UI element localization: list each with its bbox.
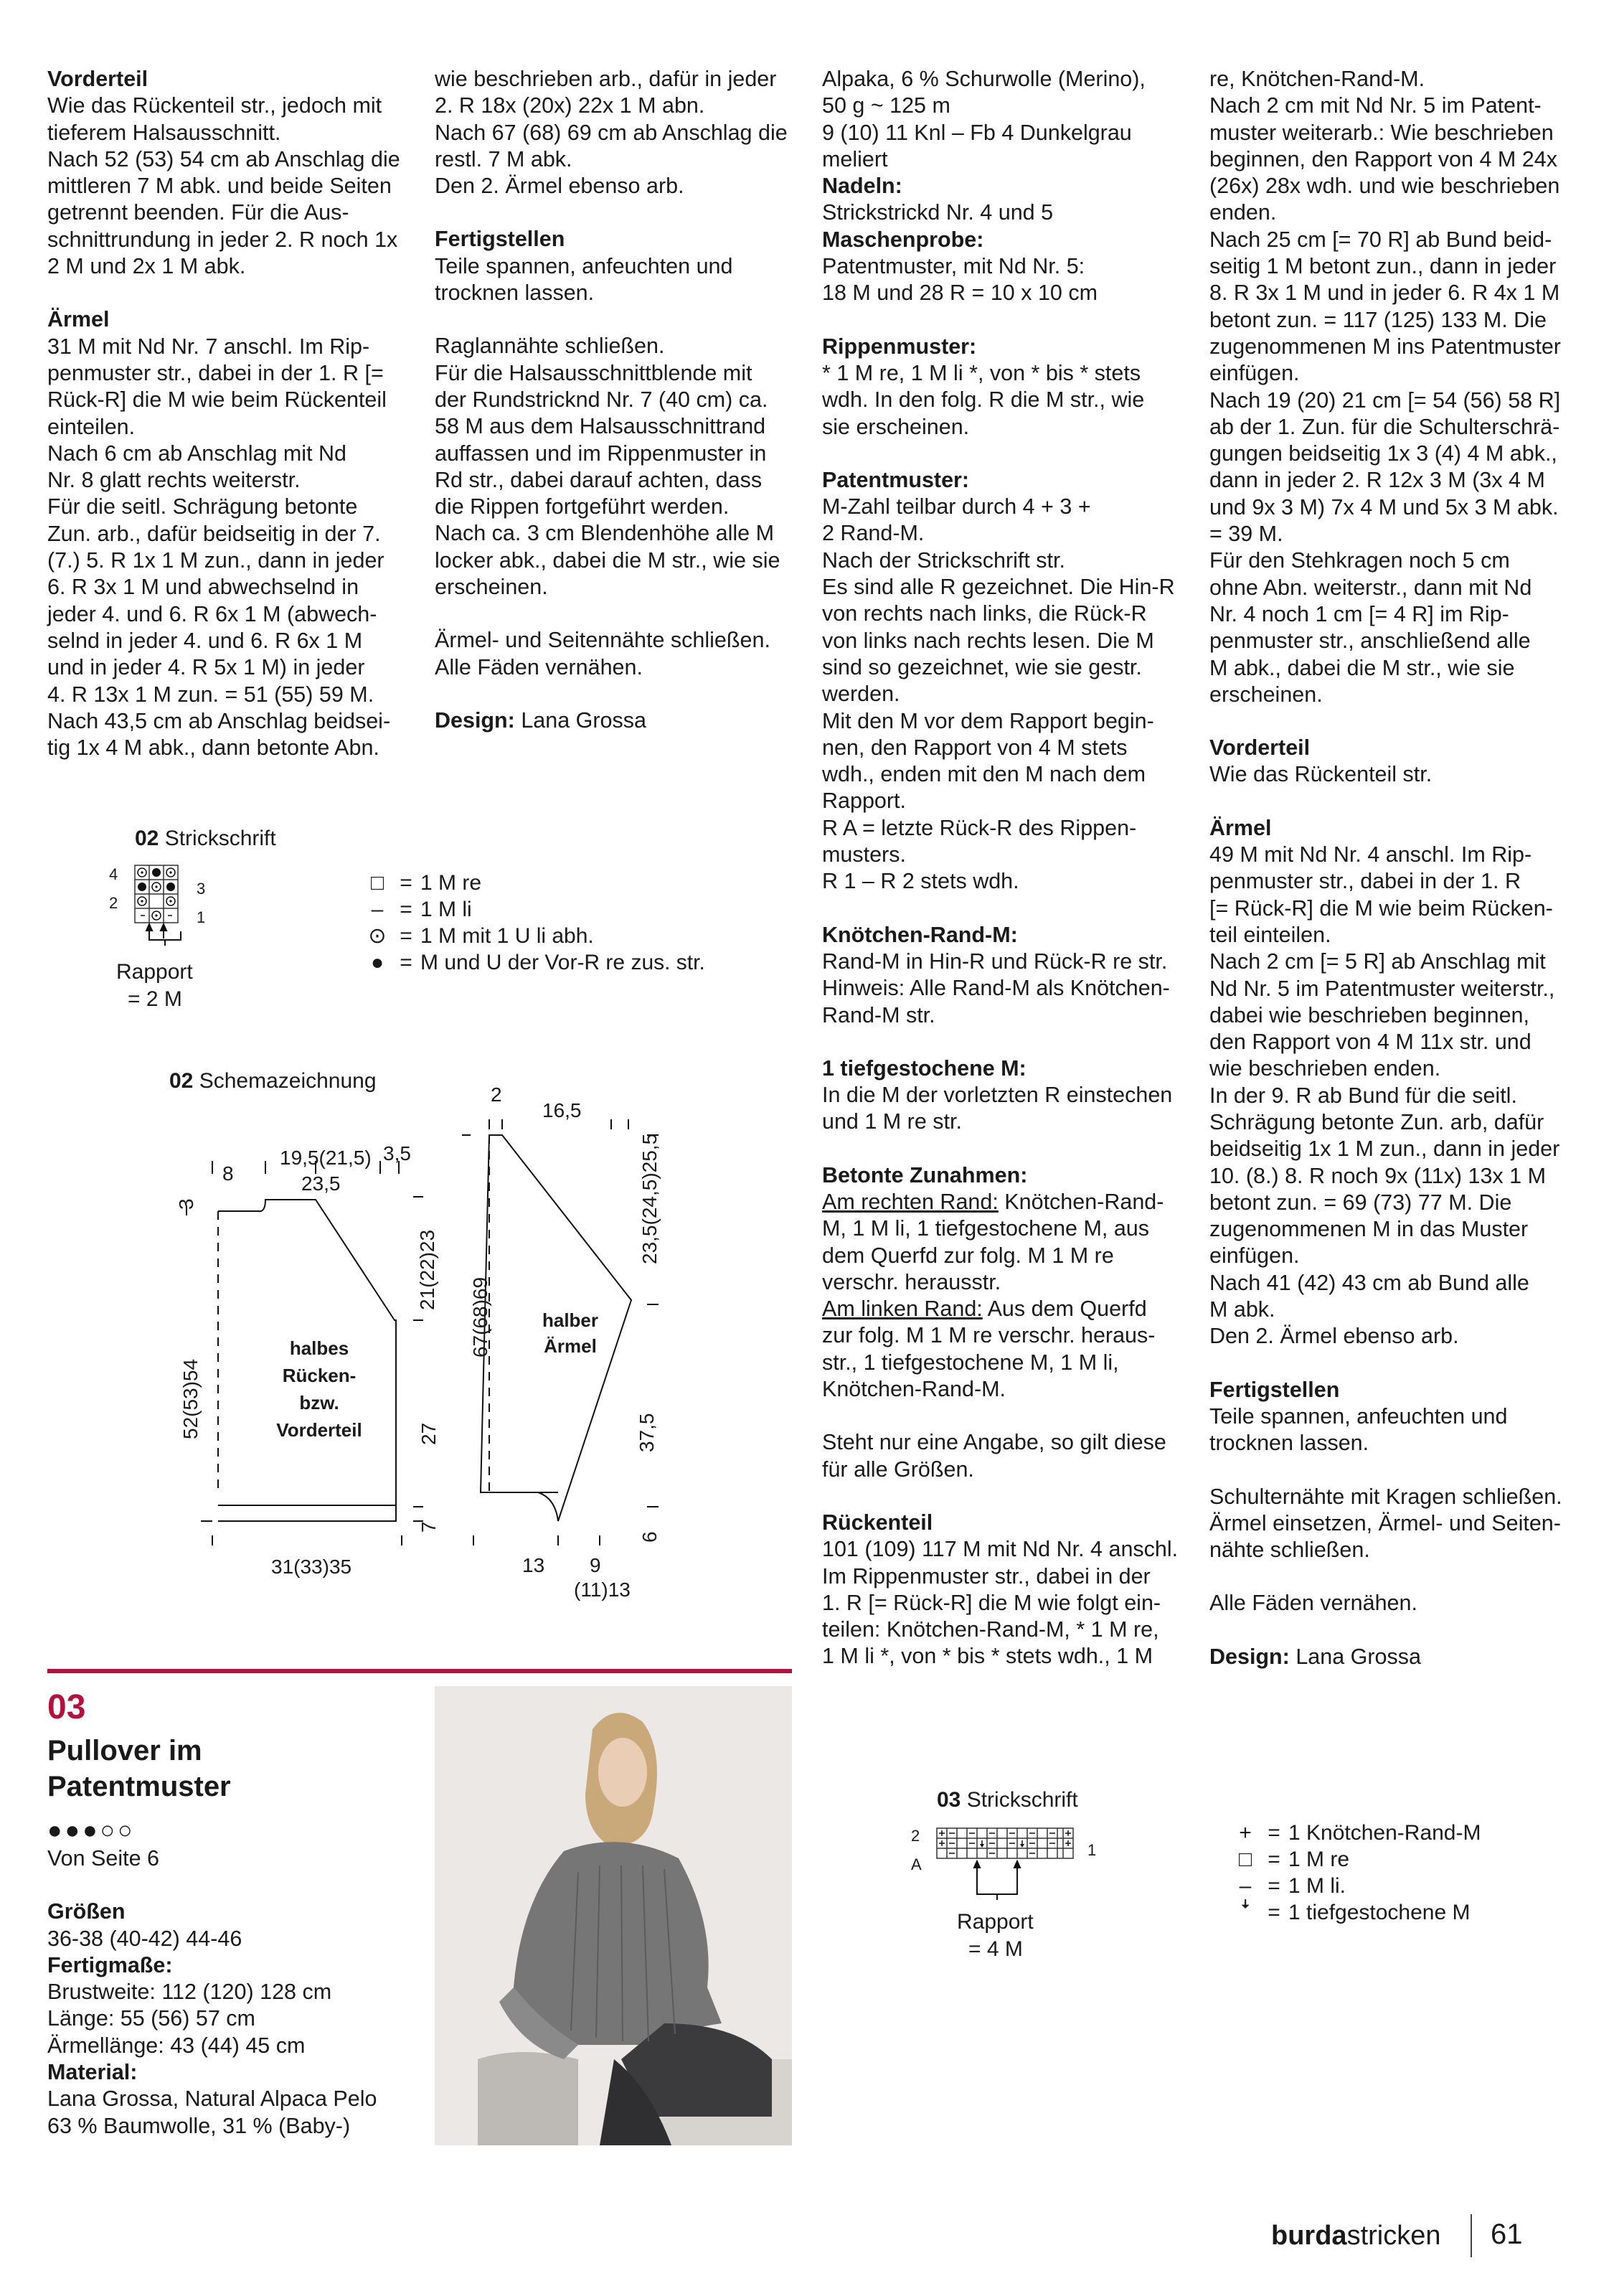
text-line: 10. (8.) 8. R noch 9x (11x) 13x 1 M — [1209, 1163, 1546, 1188]
heading-tiefgestochen: 1 tiefgestochene M: — [822, 1055, 1027, 1081]
text-line: * 1 M re, 1 M li *, von * bis * stets — [822, 360, 1141, 385]
text-line: auffassen und im Rippenmuster in — [435, 441, 767, 466]
text-line: R 1 – R 2 stets wdh. — [822, 869, 1019, 894]
text-line: jeder 4. und 6. R 6x 1 M (abwech- — [47, 601, 377, 626]
text-line: penmuster str., anschließend alle — [1209, 629, 1531, 654]
heading-rippenmuster: Rippenmuster: — [822, 334, 977, 359]
text-line: erscheinen. — [435, 575, 548, 600]
legend-item — [1231, 1820, 1481, 1846]
heading-betonte-zunahmen: Betonte Zunahmen: — [822, 1162, 1028, 1187]
schema02-measure-13: 13 — [522, 1554, 545, 1576]
chart03-row-1: 1 — [1087, 1841, 1097, 1859]
design-value: Lana Grossa — [1289, 1644, 1421, 1669]
rapport-bracket-icon — [143, 930, 187, 959]
chart03-number: 03 — [937, 1788, 961, 1812]
text-line: Im Rippenmuster str., dabei in der — [822, 1563, 1151, 1589]
text-line: Schrägung betonte Zun. arb, dafür — [1209, 1109, 1544, 1134]
text-line: re, Knötchen-Rand-M. — [1209, 67, 1425, 91]
text-line: zugenommenen M ins Patentmuster — [1209, 334, 1561, 359]
text-line: Für die seitl. Schrägung betonte — [47, 494, 358, 519]
text-line: Rapport. — [822, 789, 906, 814]
legend-symbol: + — [1239, 1821, 1252, 1845]
text-column-1 — [47, 66, 413, 788]
heading-material: Material: — [47, 2060, 138, 2085]
legend-item — [1231, 1846, 1481, 1873]
text-line: Ärmel- und Seitennähte schließen. — [435, 628, 770, 653]
text-line: einfügen. — [1209, 1243, 1300, 1269]
text-line: von rechts nach links, die Rück-R — [822, 601, 1147, 626]
section-vorderteil-2 — [1209, 735, 1575, 789]
heading-vorderteil: Vorderteil — [1209, 735, 1311, 761]
text-line: einfügen. — [1209, 361, 1300, 386]
legend-symbol: ● — [370, 951, 384, 974]
text-line: ab der 1. Zun. für die Schulterschrä- — [1209, 414, 1560, 439]
text-line: 2. R 18x (20x) 22x 1 M abn. — [435, 93, 705, 118]
legend-text: 1 M li — [420, 898, 472, 921]
schema02-sleeve-label — [531, 1307, 610, 1359]
text-line: 63 % Baumwolle, 31 % (Baby-) — [47, 2113, 351, 2138]
section-knoetchen — [822, 922, 1188, 1029]
text-line: Zun. arb., dafür beidseitig in der 7. — [47, 521, 381, 546]
section-material-cont — [822, 66, 1188, 227]
footer-divider — [1471, 2214, 1472, 2257]
text-line: selnd in jeder 4. und 6. R 6x 1 M — [47, 628, 363, 653]
text-line: sind so gezeichnet, wie sie gestr. — [822, 654, 1142, 679]
text-line: Ärmellänge: 43 (44) 45 cm — [47, 2033, 306, 2058]
section-maschenprobe — [822, 227, 1188, 307]
schema02-title-text: Schemazeichnung — [193, 1069, 377, 1093]
text-line: Knötchen-Rand-M. — [822, 1377, 1006, 1402]
body-label-line: Vorderteil — [276, 1419, 362, 1441]
legend-symbol: ꜜ — [1240, 1901, 1251, 1924]
section-tiefgestochen — [822, 1055, 1188, 1136]
design-label: Design: — [1209, 1644, 1290, 1669]
text-line: Nach 2 cm [= 5 R] ab Anschlag mit — [1209, 949, 1546, 974]
text-line: 50 g ~ 125 m — [822, 93, 950, 118]
text-line: erscheinen. — [1209, 682, 1323, 707]
text-line: (26x) 28x wdh. und wie beschrieben — [1209, 174, 1560, 199]
schema02-measure-52: 52(53)54 — [179, 1358, 202, 1439]
text-line: penmuster str., dabei in der 1. R — [1209, 869, 1521, 894]
body-label-line: halbes — [289, 1337, 349, 1359]
schema02-measure-37-5: 37,5 — [636, 1413, 658, 1452]
legend-symbol: – — [1239, 1874, 1252, 1898]
magazine-brand — [1271, 2221, 1440, 2252]
text-line: Nach 67 (68) 69 cm ab Anschlag die — [435, 120, 788, 145]
text-line: 6. R 3x 1 M und abwechselnd in — [47, 575, 359, 600]
legend-equals: = — [400, 951, 412, 974]
legend-symbol: □ — [1238, 1848, 1252, 1871]
section-aermel-2 — [1209, 815, 1575, 1350]
text-line: 31 M mit Nd Nr. 7 anschl. Im Rip- — [47, 334, 370, 359]
text-line: und in jeder 4. R 5x 1 M) in jeder — [47, 655, 365, 680]
schema02-measure-11-13: (11)13 — [574, 1578, 631, 1601]
text-line: dem Querfd zur folg. M 1 M re — [822, 1243, 1114, 1268]
text-line: 1 M li *, von * bis * stets wdh., 1 M — [822, 1644, 1153, 1669]
text-line: 1. R [= Rück-R] die M wie folgt ein- — [822, 1590, 1161, 1615]
chart03-row-2: 2 — [911, 1827, 920, 1845]
text-line: Wie das Rückenteil str. — [1209, 762, 1433, 787]
body-label-line: Rücken- — [282, 1365, 357, 1386]
schema02-measure-67: 67(68)69 — [469, 1276, 491, 1358]
body-label-line: bzw. — [299, 1392, 339, 1413]
text-line: Für die Halsausschnittblende mit — [435, 360, 752, 385]
text-line: wdh. In den folg. R die M str., wie — [822, 387, 1145, 413]
text-line: In die M der vorletzten R einstechen — [822, 1083, 1173, 1108]
text-line: Schulternähte mit Kragen schließen. — [1209, 1484, 1562, 1509]
text-line: Ärmel einsetzen, Ärmel- und Seiten- — [1209, 1510, 1561, 1535]
legend-item — [1231, 1873, 1481, 1899]
text-line: Alle Fäden vernähen. — [1209, 1591, 1417, 1616]
text-line: 58 M aus dem Halsausschnittrand — [435, 414, 766, 439]
text-line: Länge: 55 (56) 57 cm — [47, 2006, 255, 2031]
schema02-measure-27: 27 — [417, 1422, 440, 1445]
text-line: sie erscheinen. — [822, 414, 970, 439]
schema02-measure-31: 31(33)35 — [271, 1556, 352, 1578]
text-line: beidseitig 1x 1 M zun., dann in jeder — [1209, 1137, 1560, 1162]
text-fragment: Knötchen-Rand- — [998, 1189, 1164, 1214]
text-line: gungen beidseitig 1x 3 (4) 4 M abk., — [1209, 441, 1557, 466]
section-fertigstellen-2 — [1209, 1377, 1575, 1457]
text-line: Nr. 4 noch 1 cm [= 4 R] im Rip- — [1209, 601, 1509, 626]
legend-equals: = — [400, 898, 412, 921]
heading-aermel: Ärmel — [1209, 815, 1272, 840]
section-raglan — [435, 333, 801, 601]
text-line: R A = letzte Rück-R des Rippen- — [822, 815, 1137, 840]
text-line: 49 M mit Nd Nr. 4 anschl. Im Rip- — [1209, 842, 1532, 867]
chart02-legend — [363, 870, 705, 976]
legend-equals: = — [1268, 1901, 1280, 1924]
heading-patentmuster: Patentmuster: — [822, 467, 970, 492]
text-line: Nach der Strickschrift str. — [822, 547, 1065, 573]
text-line: locker abk., dabei die M str., wie sie — [435, 547, 780, 573]
text-line: str., 1 tiefgestochene M, 1 M li, — [822, 1350, 1119, 1375]
text-line: Hinweis: Alle Rand-M als Knötchen- — [822, 976, 1170, 1001]
section-design-2 — [1209, 1644, 1575, 1670]
legend-text: 1 M mit 1 U li abh. — [420, 924, 594, 948]
sleeve-label-line: halber — [542, 1309, 599, 1331]
text-line: Rand-M in Hin-R und Rück-R re str. — [822, 949, 1168, 974]
chart02-row-1: 1 — [197, 908, 206, 926]
text-line: und 9x 3 M) 7x 4 M und 5x 3 M abk. — [1209, 494, 1559, 519]
chart03-rapport-label: Rapport — [957, 1910, 1034, 1934]
text-line: Nach 25 cm [= 70 R] ab Bund beid- — [1209, 227, 1552, 252]
text-line: M abk. — [1209, 1297, 1275, 1322]
text-line: verschr. herausstr. — [822, 1269, 1001, 1294]
text-line: [= Rück-R] die M wie beim Rücken- — [1209, 895, 1553, 921]
text-line: Nach 41 (42) 43 cm ab Bund alle — [1209, 1270, 1529, 1295]
text-line: Es sind alle R gezeichnet. Die Hin-R — [822, 575, 1175, 600]
pattern-info — [47, 1845, 377, 2140]
schema02-measure-3: 3 — [175, 1198, 197, 1210]
rapport-bracket-icon — [968, 1886, 1033, 1911]
text-line: Raglannähte schließen. — [435, 334, 665, 359]
text-line: restl. 7 M abk. — [435, 146, 572, 171]
text-line: Strickstrickd Nr. 4 und 5 — [822, 200, 1054, 225]
chart03-title — [937, 1788, 1078, 1812]
schema02-measure-16-5: 16,5 — [542, 1099, 582, 1121]
page-number: 61 — [1491, 2219, 1523, 2250]
legend-item — [363, 896, 705, 923]
text-line: teilen: Knötchen-Rand-M, * 1 M re, — [822, 1617, 1159, 1642]
text-column-2 — [435, 66, 801, 761]
text-line: 2 M und 2x 1 M abk. — [47, 254, 246, 279]
model-photo-illustration — [435, 1686, 792, 2145]
section-betonte-zunahmen — [822, 1162, 1188, 1403]
heading-nadeln: Nadeln: — [822, 174, 902, 199]
schema02-measure-23: 23,5 — [301, 1172, 341, 1195]
text-line: 101 (109) 117 M mit Nd Nr. 4 anschl. — [822, 1537, 1179, 1562]
heading-maschenprobe: Maschenprobe: — [822, 227, 984, 252]
text-line: meliert — [822, 146, 888, 171]
von-seite: Von Seite 6 — [47, 1846, 160, 1871]
design-label: Design: — [435, 707, 515, 733]
section-aermel — [47, 306, 413, 761]
schema02-measure-23-5: 23,5(24,5)25,5 — [638, 1133, 661, 1264]
section-vorderteil — [47, 66, 413, 280]
text-line: 8. R 3x 1 M und in jeder 6. R 4x 1 M — [1209, 281, 1560, 306]
text-line: 18 M und 28 R = 10 x 10 cm — [822, 281, 1098, 306]
legend-item — [363, 923, 705, 949]
text-line: Teile spannen, anfeuchten und — [1209, 1403, 1508, 1429]
text-line: ohne Abn. weiterstr., dann mit Nd — [1209, 575, 1532, 600]
text-line: die Rippen fortgeführt werden. — [435, 494, 730, 519]
section-faeden — [1209, 1590, 1575, 1617]
text-line: tieferem Halsausschnitt. — [47, 120, 281, 145]
text-line: 4. R 13x 1 M zun. = 51 (55) 59 M. — [47, 682, 374, 707]
text-line: Nach 19 (20) 21 cm [= 54 (56) 58 R] — [1209, 387, 1561, 413]
groessen-value: 36-38 (40-42) 44-46 — [47, 1926, 242, 1951]
legend-symbol: □ — [370, 871, 384, 895]
text-line: Lana Grossa, Natural Alpaca Pelo — [47, 2086, 377, 2112]
text-line: dann in jeder 2. R 12x 3 M (3x 4 M — [1209, 468, 1545, 493]
text-line: einteilen. — [47, 414, 136, 439]
legend-text: 1 M re — [1288, 1848, 1350, 1871]
text-line: beginnen, den Rapport von 4 M 24x — [1209, 146, 1557, 171]
schema02-body-label — [258, 1335, 380, 1444]
text-line: dabei wie beschrieben beginnen, — [1209, 1002, 1529, 1027]
text-line: Steht nur eine Angabe, so gilt diese — [822, 1430, 1166, 1455]
chart03-title-text: Strickschrift — [961, 1788, 1078, 1812]
text-line: tig 1x 4 M abk., dann betonte Abn. — [47, 735, 379, 761]
chart02-rapport-label: Rapport — [116, 960, 193, 984]
text-line: 9 (10) 11 Knl – Fb 4 Dunkelgrau — [822, 120, 1132, 145]
label-linker-rand: Am linken Rand: — [822, 1297, 983, 1322]
legend-equals: = — [1268, 1821, 1280, 1845]
legend-text: M und U der Vor-R re zus. str. — [420, 951, 705, 974]
chart03-row-A: A — [911, 1855, 922, 1873]
heading-aermel: Ärmel — [47, 307, 110, 332]
section-angabe — [822, 1429, 1188, 1483]
text-line: Für den Stehkragen noch 5 cm — [1209, 548, 1510, 573]
heading-vorderteil: Vorderteil — [47, 67, 148, 91]
schema02-measure-3-5: 3,5 — [383, 1142, 411, 1165]
legend-item — [1231, 1899, 1481, 1926]
pattern-title — [47, 1733, 231, 1805]
legend-text: 1 Knötchen-Rand-M — [1288, 1821, 1481, 1845]
legend-equals: = — [1268, 1874, 1280, 1898]
text-line: (7.) 5. R 1x 1 M zun., dann in jeder — [47, 548, 384, 573]
legend-equals: = — [400, 871, 412, 895]
text-line: trocknen lassen. — [1209, 1431, 1369, 1456]
heading-fertigstellen: Fertigstellen — [435, 227, 565, 252]
text-line: Den 2. Ärmel ebenso arb. — [1209, 1324, 1459, 1349]
chart03-legend — [1231, 1820, 1481, 1926]
text-line: M-Zahl teilbar durch 4 + 3 + — [822, 494, 1091, 519]
chart02-row-2: 2 — [109, 894, 118, 912]
schema02-measure-19: 19,5(21,5) — [280, 1147, 372, 1169]
text-line: Nach ca. 3 cm Blendenhöhe alle M — [435, 521, 775, 546]
section-divider — [47, 1669, 792, 1673]
pattern-title-line: Pullover im — [47, 1735, 202, 1766]
chart02-number: 02 — [135, 827, 159, 850]
section-design — [435, 707, 801, 734]
schema02-measure-6: 6 — [638, 1531, 661, 1543]
text-line: penmuster str., dabei in der 1. R [= — [47, 360, 384, 385]
section-rippenmuster — [822, 334, 1188, 441]
text-line: für alle Größen. — [822, 1457, 974, 1482]
text-line: werden. — [822, 682, 900, 707]
text-line: von links nach rechts lesen. Die M — [822, 628, 1154, 653]
pattern-number: 03 — [47, 1688, 86, 1726]
legend-text: 1 tiefgestochene M — [1288, 1901, 1471, 1924]
legend-item — [363, 870, 705, 896]
text-line: zugenommenen M in das Muster — [1209, 1217, 1529, 1242]
chart02-row-4: 4 — [109, 865, 118, 883]
section-patentmuster — [822, 467, 1188, 895]
heading-rueckenteil: Rückenteil — [822, 1510, 933, 1535]
schema02-measure-8: 8 — [222, 1162, 234, 1185]
text-line: Teile spannen, anfeuchten und — [435, 253, 733, 278]
text-line: Nach 2 cm mit Nd Nr. 5 im Patent- — [1209, 93, 1542, 118]
chart02-rapport-size: = 2 M — [128, 987, 182, 1011]
heading-groessen: Größen — [47, 1899, 126, 1924]
schema02-title — [169, 1069, 377, 1093]
text-line: Brustweite: 112 (120) 128 cm — [47, 1980, 332, 2005]
text-line: nen, den Rapport von 4 M stets — [822, 735, 1128, 760]
text-line: Rück-R] die M wie beim Rückenteil — [47, 387, 387, 413]
design-credit — [435, 707, 801, 734]
text-line: enden. — [1209, 200, 1277, 225]
text-line: seitig 1 M betont zun., dann in jeder — [1209, 254, 1557, 279]
section-naehte — [435, 627, 801, 681]
text-line: Den 2. Ärmel ebenso arb. — [435, 174, 684, 199]
chart02-row-3: 3 — [197, 880, 206, 898]
text-line: = 39 M. — [1209, 522, 1283, 547]
chart03-rapport-size: = 4 M — [968, 1937, 1023, 1961]
legend-text: 1 M re — [420, 871, 482, 895]
section-aermel-cont — [435, 66, 801, 199]
text-line: In der 9. R ab Bund für die seitl. — [1209, 1083, 1517, 1108]
text-line: M, 1 M li, 1 tiefgestochene M, aus — [822, 1216, 1150, 1241]
text-line: nähte schließen. — [1209, 1538, 1370, 1563]
heading-fertigstellen: Fertigstellen — [1209, 1377, 1340, 1402]
legend-text: 1 M li. — [1288, 1874, 1346, 1898]
schema02-measure-7: 7 — [417, 1521, 440, 1533]
text-line: wie beschrieben arb., dafür in jeder — [435, 67, 777, 91]
text-fragment: Aus dem Querfd — [982, 1297, 1147, 1322]
text-line: musters. — [822, 842, 906, 867]
section-fertigstellen — [435, 226, 801, 306]
label-rechter-rand: Am rechten Rand: — [822, 1189, 999, 1214]
schema02-measure-9: 9 — [590, 1554, 601, 1576]
legend-item — [363, 949, 705, 976]
schema02-measure-2: 2 — [491, 1083, 502, 1106]
text-line: trocknen lassen. — [435, 281, 595, 306]
text-line: betont zun. = 69 (73) 77 M. Die — [1209, 1190, 1512, 1215]
section-rueckenteil-cont — [1209, 66, 1575, 708]
text-line — [822, 1189, 1188, 1215]
text-line: schnittrundung in jeder 2. R noch 1x — [47, 227, 398, 252]
chart02-title — [135, 827, 276, 851]
legend-symbol: ⊙ — [368, 924, 387, 948]
text-line: Alpaka, 6 % Schurwolle (Merino), — [822, 67, 1146, 91]
sleeve-label-line: Ärmel — [544, 1335, 597, 1357]
section-rueckenteil — [822, 1510, 1188, 1670]
heading-knoetchen: Knötchen-Rand-M: — [822, 922, 1018, 947]
text-line: 2 Rand-M. — [822, 521, 925, 546]
text-line: den Rapport von 4 M 11x str. und — [1209, 1030, 1532, 1055]
text-line: Wie das Rückenteil str., jedoch mit — [47, 93, 382, 118]
text-line: betont zun. = 117 (125) 133 M. Die — [1209, 307, 1547, 332]
text-line: teil einteilen. — [1209, 922, 1331, 947]
text-column-4 — [1209, 66, 1575, 1697]
text-line: der Rundstricknd Nr. 7 (40 cm) ca. — [435, 387, 768, 412]
text-line: zur folg. M 1 M re verschr. heraus- — [822, 1323, 1156, 1348]
text-line: Nach 43,5 cm ab Anschlag beidsei- — [47, 708, 391, 733]
text-line: mittleren 7 M abk. und beide Seiten — [47, 174, 392, 199]
difficulty-rating: ●●●○○ — [47, 1817, 136, 1844]
design-value: Lana Grossa — [514, 707, 646, 733]
text-line: muster weiterarb.: Wie beschrieben — [1209, 120, 1554, 145]
legend-symbol: – — [371, 898, 384, 921]
text-line: Alle Fäden vernähen. — [435, 654, 643, 679]
text-line: Nr. 8 glatt rechts weiterstr. — [47, 468, 301, 493]
text-line: Rand-M str. — [822, 1002, 935, 1027]
schema02-number: 02 — [169, 1069, 194, 1093]
text-line: getrennt beenden. Für die Aus- — [47, 200, 349, 225]
model-photo — [435, 1686, 792, 2145]
heading-fertigmasse: Fertigmaße: — [47, 1952, 173, 1977]
pattern-title-line: Patentmuster — [47, 1771, 231, 1802]
text-line: M abk., dabei die M str., wie sie — [1209, 655, 1515, 680]
text-line: Patentmuster, mit Nd Nr. 5: — [822, 254, 1085, 279]
schema02-measure-21: 21(22)23 — [416, 1229, 438, 1310]
chart03-grid — [935, 1827, 1079, 1893]
legend-equals: = — [1268, 1848, 1280, 1871]
text-line: wdh., enden mit den M nach dem — [822, 762, 1146, 787]
legend-equals: = — [400, 924, 412, 948]
brand-light: stricken — [1346, 2221, 1441, 2251]
text-line: Nach 52 (53) 54 cm ab Anschlag die — [47, 146, 400, 171]
text-line: und 1 M re str. — [822, 1109, 962, 1134]
chart02-title-text: Strickschrift — [159, 827, 276, 850]
text-column-3 — [822, 66, 1188, 1697]
text-line — [822, 1296, 1188, 1322]
text-line: wie beschrieben enden. — [1209, 1056, 1441, 1081]
brand-bold: burda — [1271, 2221, 1347, 2251]
section-naehte-2 — [1209, 1484, 1575, 1564]
text-line: Rd str., dabei darauf achten, dass — [435, 467, 763, 492]
design-credit — [1209, 1644, 1575, 1670]
text-line: Nach 6 cm ab Anschlag mit Nd — [47, 441, 347, 466]
text-line: Mit den M vor dem Rapport begin- — [822, 708, 1154, 733]
text-line: Nd Nr. 5 im Patentmuster weiterstr., — [1209, 976, 1555, 1001]
